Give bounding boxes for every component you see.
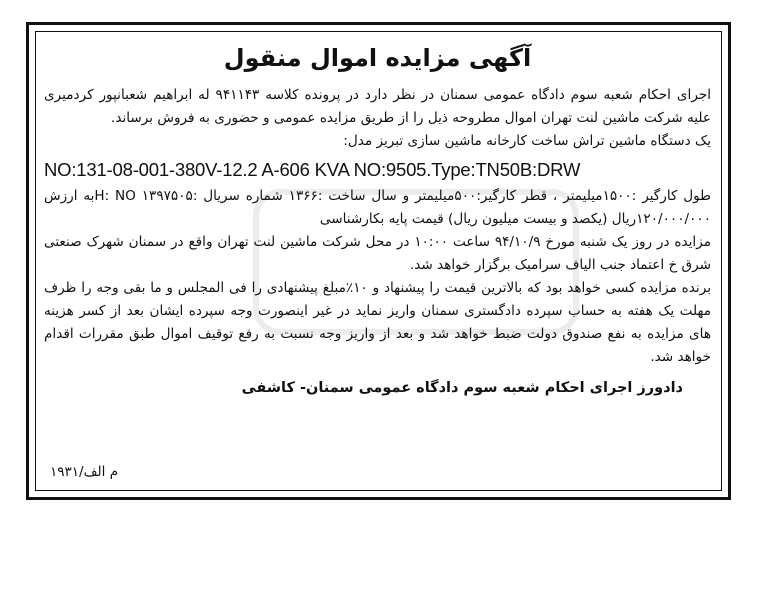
- notice-inner-border: [35, 31, 722, 491]
- notice-content: [44, 38, 711, 401]
- signature: دادورز اجرای احکام شعبه سوم دادگاه عمومی سمنان- کاشفی: [241, 380, 683, 396]
- notice-frame: [26, 22, 731, 500]
- auction-details: مزایده در روز یک شنبه مورخ ۹۴/۱۰/۹ ساعت ۱۰:۰۰ در محل شرکت ماشین لنت تهران واقع در سمنان شهرک صنعتی شرق خ اعتماد جنب الیاف سرامیک برگزار خواهد شد.: [44, 234, 711, 273]
- item-spec: NO:131-08-001-380V-12.2 A-606 KVA NO:9505.Type:TN50B:DRW: [44, 159, 581, 180]
- reference-number: م الف/۱۹۳۱: [50, 464, 119, 480]
- notice-intro: اجرای احکام شعبه سوم دادگاه عمومی سمنان در نظر دارد در پرونده کلاسه ۹۴۱۱۴۳ له ابراهیم شعبانپور کردمیری علیه شرکت ماشین لنت تهران اموال مطروحه ذیل را از طریق مزایده عمومی و حضوری به فروش برساند.: [44, 87, 711, 126]
- auction-terms: برنده مزایده کسی خواهد بود که بالاترین قیمت را پیشنهاد و ۱۰٪مبلغ پیشنهادی را فی المجلس و ما بقی وجه را ظرف مهلت یک هفته به حساب سپرده دادگستری سمنان واریز نماید در غیر اینصورت وجه سپرده ایشان بعد از کسر هزینه های مزایده به نفع صندوق دولت ضبط خواهد شد و بعد از واریز وجه نسبت به رفع توقیف اموال طبق مقررات اقدام خواهد شد.: [44, 280, 711, 365]
- notice-title: آگهی مزایده اموال منقول: [223, 44, 532, 72]
- item-dimensions: طول کارگیر :۱۵۰۰میلیمتر ، قطر کارگیر:۵۰۰میلیمتر و سال ساخت :۱۳۶۶ شماره سریال :۱۳۹۷۵۰۵ H: NOبه ارزش ۱۲۰/۰۰۰/۰۰۰ریال (یکصد و بیست میلیون ریال) قیمت پایه بکارشناسی: [44, 188, 711, 227]
- item-line: یک دستگاه ماشین تراش ساخت کارخانه ماشین سازی تبریز مدل:: [343, 133, 711, 149]
